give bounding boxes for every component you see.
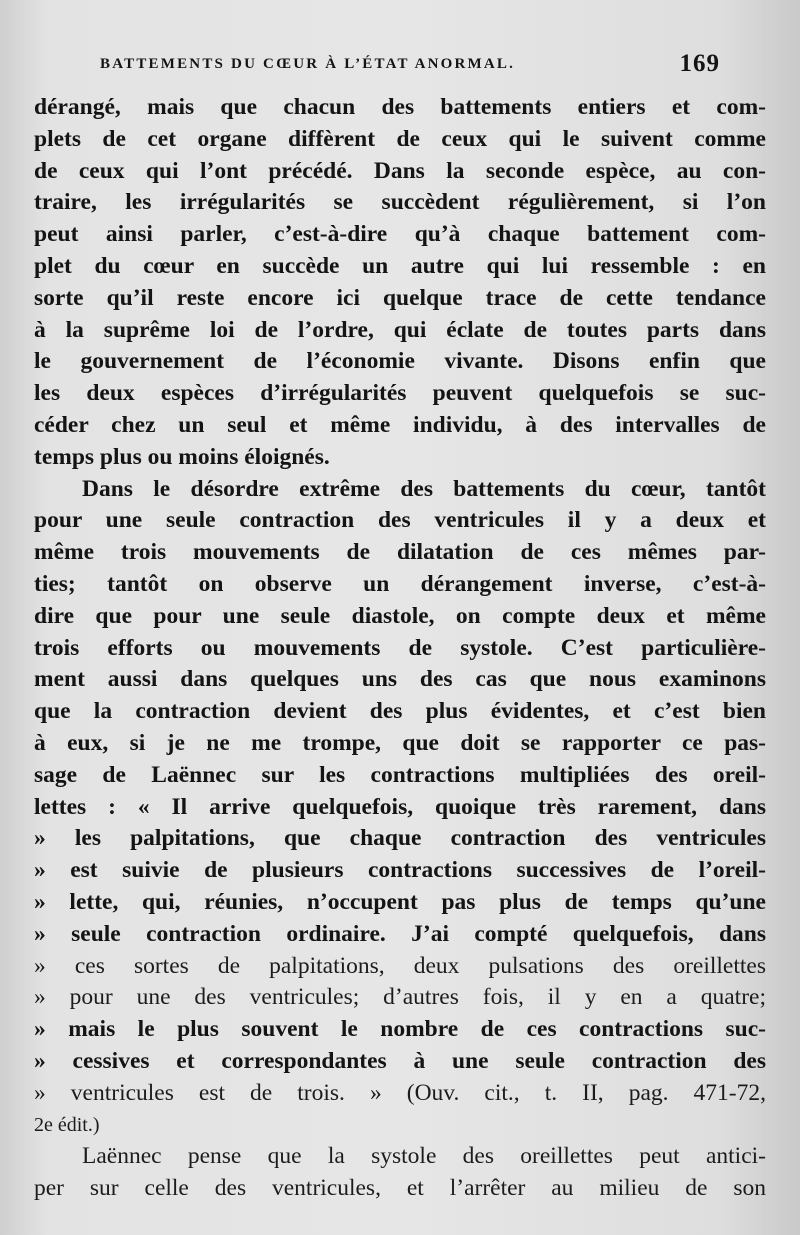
paragraph-start-line: Dans le désordre extrême des battements du cœur, tantôt: [82, 475, 766, 502]
text-line: pour une seule contraction des ventricules il y a deux et: [34, 507, 766, 534]
text-line: que la contraction devient des plus évidentes, et c’est bien: [34, 698, 766, 725]
text-line: peut ainsi parler, c’est-à-dire qu’à chaque battement com-: [34, 221, 766, 248]
text-line: dérangé, mais que chacun des battements entiers et com-: [34, 94, 766, 120]
quoted-line: » seule contraction ordinaire. J’ai compté quelquefois, dans: [34, 920, 766, 947]
quoted-line: » cessives et correspondantes à une seule contraction des: [34, 1047, 766, 1074]
text-line: sage de Laënnec sur les contractions multipliées des oreil-: [34, 761, 766, 788]
page-number: 169: [679, 50, 720, 77]
text-line: plet du cœur en succède un autre qui lui ressemble : en: [34, 252, 766, 279]
text-line: à eux, si je ne me trompe, que doit se rapporter ce pas-: [34, 729, 766, 756]
quoted-line: » les palpitations, que chaque contraction des ventricules: [34, 825, 766, 852]
quoted-line: » ces sortes de palpitations, deux pulsations des oreillettes: [34, 952, 766, 979]
quoted-line: » pour une des ventricules; d’autres fois, il y en a quatre;: [34, 984, 766, 1011]
body-text: [34, 92, 766, 1205]
quoted-line: » mais le plus souvent le nombre de ces contractions suc-: [34, 1016, 766, 1043]
text-line: céder chez un seul et même individu, à des intervalles de: [34, 411, 766, 438]
text-line: plets de cet organe diffèrent de ceux qui le suivent comme: [34, 125, 766, 152]
text-line: ties; tantôt on observe un dérangement inverse, c’est-à-: [34, 570, 766, 597]
running-head: BATTEMENTS DU CŒUR À L’ÉTAT ANORMAL.: [100, 56, 516, 72]
text-line: le gouvernement de l’économie vivante. Disons enfin que: [34, 348, 766, 375]
text-line: lettes : « Il arrive quelquefois, quoique très rarement, dans: [34, 793, 766, 820]
quoted-line: » est suivie de plusieurs contractions successives de l’oreil-: [34, 857, 766, 884]
text-line: même trois mouvements de dilatation de ces mêmes par-: [34, 539, 766, 566]
text-line: ment aussi dans quelques uns des cas que nous examinons: [34, 666, 766, 693]
text-line: dire que pour une seule diastole, on compte deux et même: [34, 602, 766, 629]
text-line: à la suprême loi de l’ordre, qui éclate de toutes parts dans: [34, 316, 766, 343]
text-line: traire, les irrégularités se succèdent régulièrement, si l’on: [34, 189, 766, 216]
citation-line: 2e édit.): [34, 1113, 100, 1136]
text-line: sorte qu’il reste encore ici quelque trace de cette tendance: [34, 284, 766, 311]
text-line: de ceux qui l’ont précédé. Dans la seconde espèce, au con-: [34, 157, 766, 184]
citation-line: » ventricules est de trois. » (Ouv. cit., t. II, pag. 471-72,: [34, 1079, 766, 1106]
page-header: [100, 52, 720, 80]
paragraph-start-line: Laënnec pense que la systole des oreillettes peut antici-: [82, 1143, 766, 1170]
quoted-line: » lette, qui, réunies, n’occupent pas plus de temps qu’une: [34, 888, 766, 915]
text-line: trois efforts ou mouvements de systole. C’est particulière-: [34, 634, 766, 661]
text-line: per sur celle des ventricules, et l’arrêter au milieu de son: [34, 1175, 766, 1202]
text-line: les deux espèces d’irrégularités peuvent quelquefois se suc-: [34, 380, 766, 407]
text-line: temps plus ou moins éloignés.: [34, 443, 330, 470]
